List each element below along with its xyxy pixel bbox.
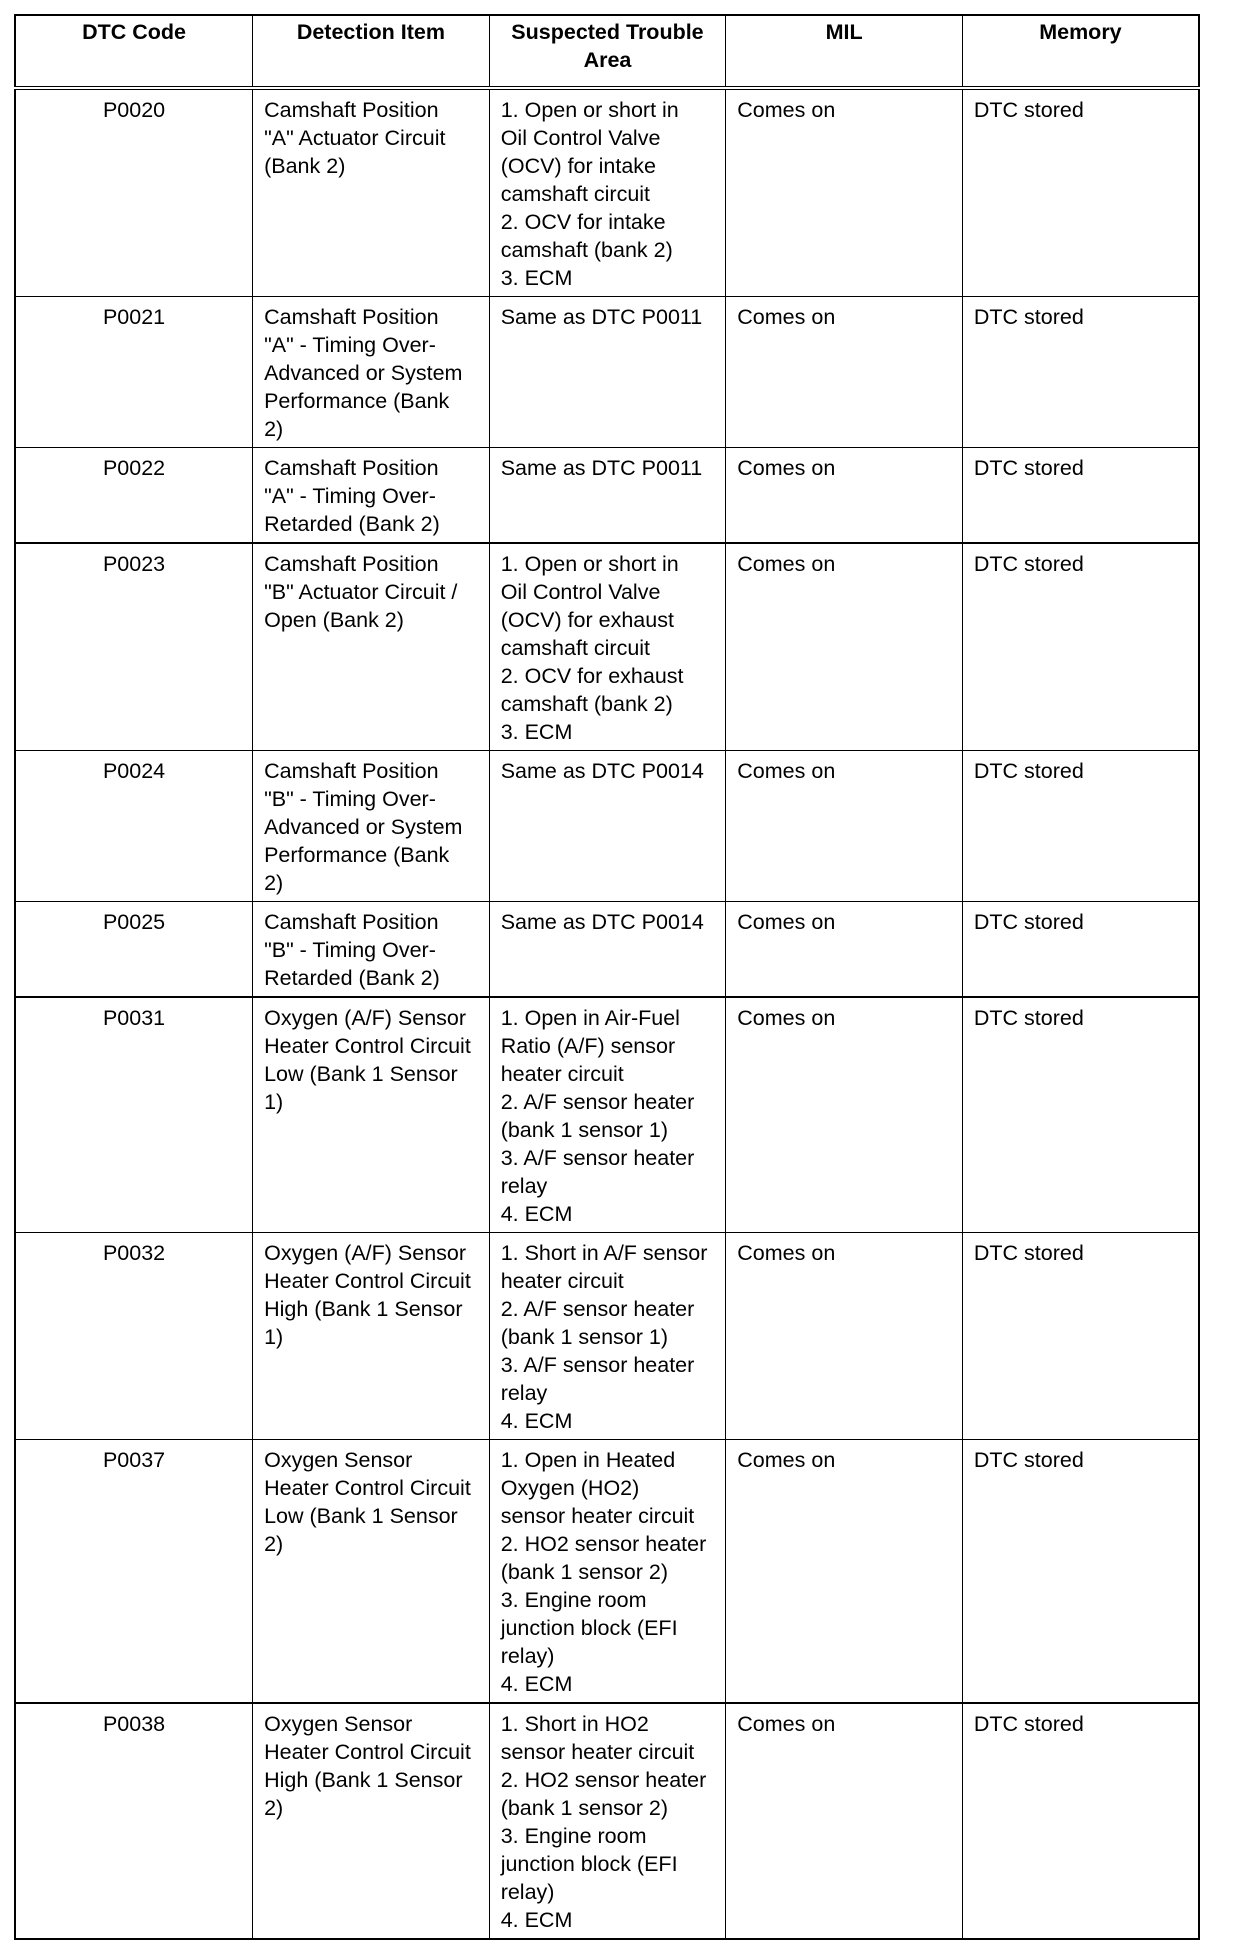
memory-cell: DTC stored bbox=[962, 88, 1199, 297]
mil-cell: Comes on bbox=[726, 902, 963, 998]
memory-cell: DTC stored bbox=[962, 997, 1199, 1233]
dtc-code-cell: P0023 bbox=[15, 543, 253, 751]
header-mil: MIL bbox=[726, 15, 963, 88]
table-row bbox=[15, 1703, 1199, 1939]
detection-item-cell: Oxygen (A/F) Sensor Heater Control Circuit Low (Bank 1 Sensor 1) bbox=[253, 997, 490, 1233]
table-row bbox=[15, 902, 1199, 998]
mil-cell: Comes on bbox=[726, 1703, 963, 1939]
header-detection-item: Detection Item bbox=[253, 15, 490, 88]
mil-cell: Comes on bbox=[726, 997, 963, 1233]
trouble-area-cell: Same as DTC P0014 bbox=[489, 751, 726, 902]
table-row bbox=[15, 751, 1199, 902]
dtc-table bbox=[14, 14, 1200, 1940]
dtc-code-cell: P0031 bbox=[15, 997, 253, 1233]
dtc-code-cell: P0024 bbox=[15, 751, 253, 902]
trouble-area-cell: Same as DTC P0011 bbox=[489, 297, 726, 448]
detection-item-cell: Camshaft Position "B" Actuator Circuit / Open (Bank 2) bbox=[253, 543, 490, 751]
memory-cell: DTC stored bbox=[962, 1233, 1199, 1440]
trouble-area-cell: 1. Open or short in Oil Control Valve (OCV) for exhaust camshaft circuit 2. OCV for exhaust camshaft (bank 2) 3. ECM bbox=[489, 543, 726, 751]
table-row bbox=[15, 1440, 1199, 1704]
mil-cell: Comes on bbox=[726, 543, 963, 751]
mil-cell: Comes on bbox=[726, 297, 963, 448]
trouble-area-cell: 1. Short in HO2 sensor heater circuit 2. HO2 sensor heater (bank 1 sensor 2) 3. Engine room junction block (EFI relay) 4. ECM bbox=[489, 1703, 726, 1939]
trouble-area-cell: 1. Open in Air-Fuel Ratio (A/F) sensor heater circuit 2. A/F sensor heater (bank 1 sensor 1) 3. A/F sensor heater relay 4. ECM bbox=[489, 997, 726, 1233]
detection-item-cell: Camshaft Position "A" - Timing Over- Advanced or System Performance (Bank 2) bbox=[253, 297, 490, 448]
dtc-code-cell: P0021 bbox=[15, 297, 253, 448]
table-row bbox=[15, 448, 1199, 544]
dtc-code-cell: P0020 bbox=[15, 88, 253, 297]
detection-item-cell: Camshaft Position "A" - Timing Over- Retarded (Bank 2) bbox=[253, 448, 490, 544]
header-row bbox=[15, 15, 1199, 88]
detection-item-cell: Oxygen Sensor Heater Control Circuit Low (Bank 1 Sensor 2) bbox=[253, 1440, 490, 1704]
trouble-area-cell: Same as DTC P0011 bbox=[489, 448, 726, 544]
table-header bbox=[15, 15, 1199, 88]
detection-item-cell: Oxygen (A/F) Sensor Heater Control Circuit High (Bank 1 Sensor 1) bbox=[253, 1233, 490, 1440]
trouble-area-cell: 1. Open in Heated Oxygen (HO2) sensor heater circuit 2. HO2 sensor heater (bank 1 sensor 2) 3. Engine room junction block (EFI relay) 4. ECM bbox=[489, 1440, 726, 1704]
header-dtc-code: DTC Code bbox=[15, 15, 253, 88]
memory-cell: DTC stored bbox=[962, 1440, 1199, 1704]
detection-item-cell: Camshaft Position "B" - Timing Over- Advanced or System Performance (Bank 2) bbox=[253, 751, 490, 902]
table-row bbox=[15, 543, 1199, 751]
memory-cell: DTC stored bbox=[962, 448, 1199, 544]
dtc-code-cell: P0025 bbox=[15, 902, 253, 998]
table-row bbox=[15, 1233, 1199, 1440]
memory-cell: DTC stored bbox=[962, 543, 1199, 751]
header-memory: Memory bbox=[962, 15, 1199, 88]
mil-cell: Comes on bbox=[726, 448, 963, 544]
table-body bbox=[15, 88, 1199, 1939]
header-suspected-trouble-area: Suspected Trouble Area bbox=[489, 15, 726, 88]
table-row bbox=[15, 88, 1199, 297]
trouble-area-cell: 1. Open or short in Oil Control Valve (OCV) for intake camshaft circuit 2. OCV for intake camshaft (bank 2) 3. ECM bbox=[489, 88, 726, 297]
memory-cell: DTC stored bbox=[962, 1703, 1199, 1939]
trouble-area-cell: Same as DTC P0014 bbox=[489, 902, 726, 998]
dtc-code-cell: P0037 bbox=[15, 1440, 253, 1704]
memory-cell: DTC stored bbox=[962, 297, 1199, 448]
memory-cell: DTC stored bbox=[962, 902, 1199, 998]
detection-item-cell: Oxygen Sensor Heater Control Circuit High (Bank 1 Sensor 2) bbox=[253, 1703, 490, 1939]
table-row bbox=[15, 997, 1199, 1233]
mil-cell: Comes on bbox=[726, 1233, 963, 1440]
memory-cell: DTC stored bbox=[962, 751, 1199, 902]
mil-cell: Comes on bbox=[726, 88, 963, 297]
detection-item-cell: Camshaft Position "B" - Timing Over- Retarded (Bank 2) bbox=[253, 902, 490, 998]
table-row bbox=[15, 297, 1199, 448]
dtc-code-cell: P0022 bbox=[15, 448, 253, 544]
mil-cell: Comes on bbox=[726, 1440, 963, 1704]
dtc-code-cell: P0032 bbox=[15, 1233, 253, 1440]
trouble-area-cell: 1. Short in A/F sensor heater circuit 2. A/F sensor heater (bank 1 sensor 1) 3. A/F sensor heater relay 4. ECM bbox=[489, 1233, 726, 1440]
mil-cell: Comes on bbox=[726, 751, 963, 902]
detection-item-cell: Camshaft Position "A" Actuator Circuit (Bank 2) bbox=[253, 88, 490, 297]
dtc-code-cell: P0038 bbox=[15, 1703, 253, 1939]
